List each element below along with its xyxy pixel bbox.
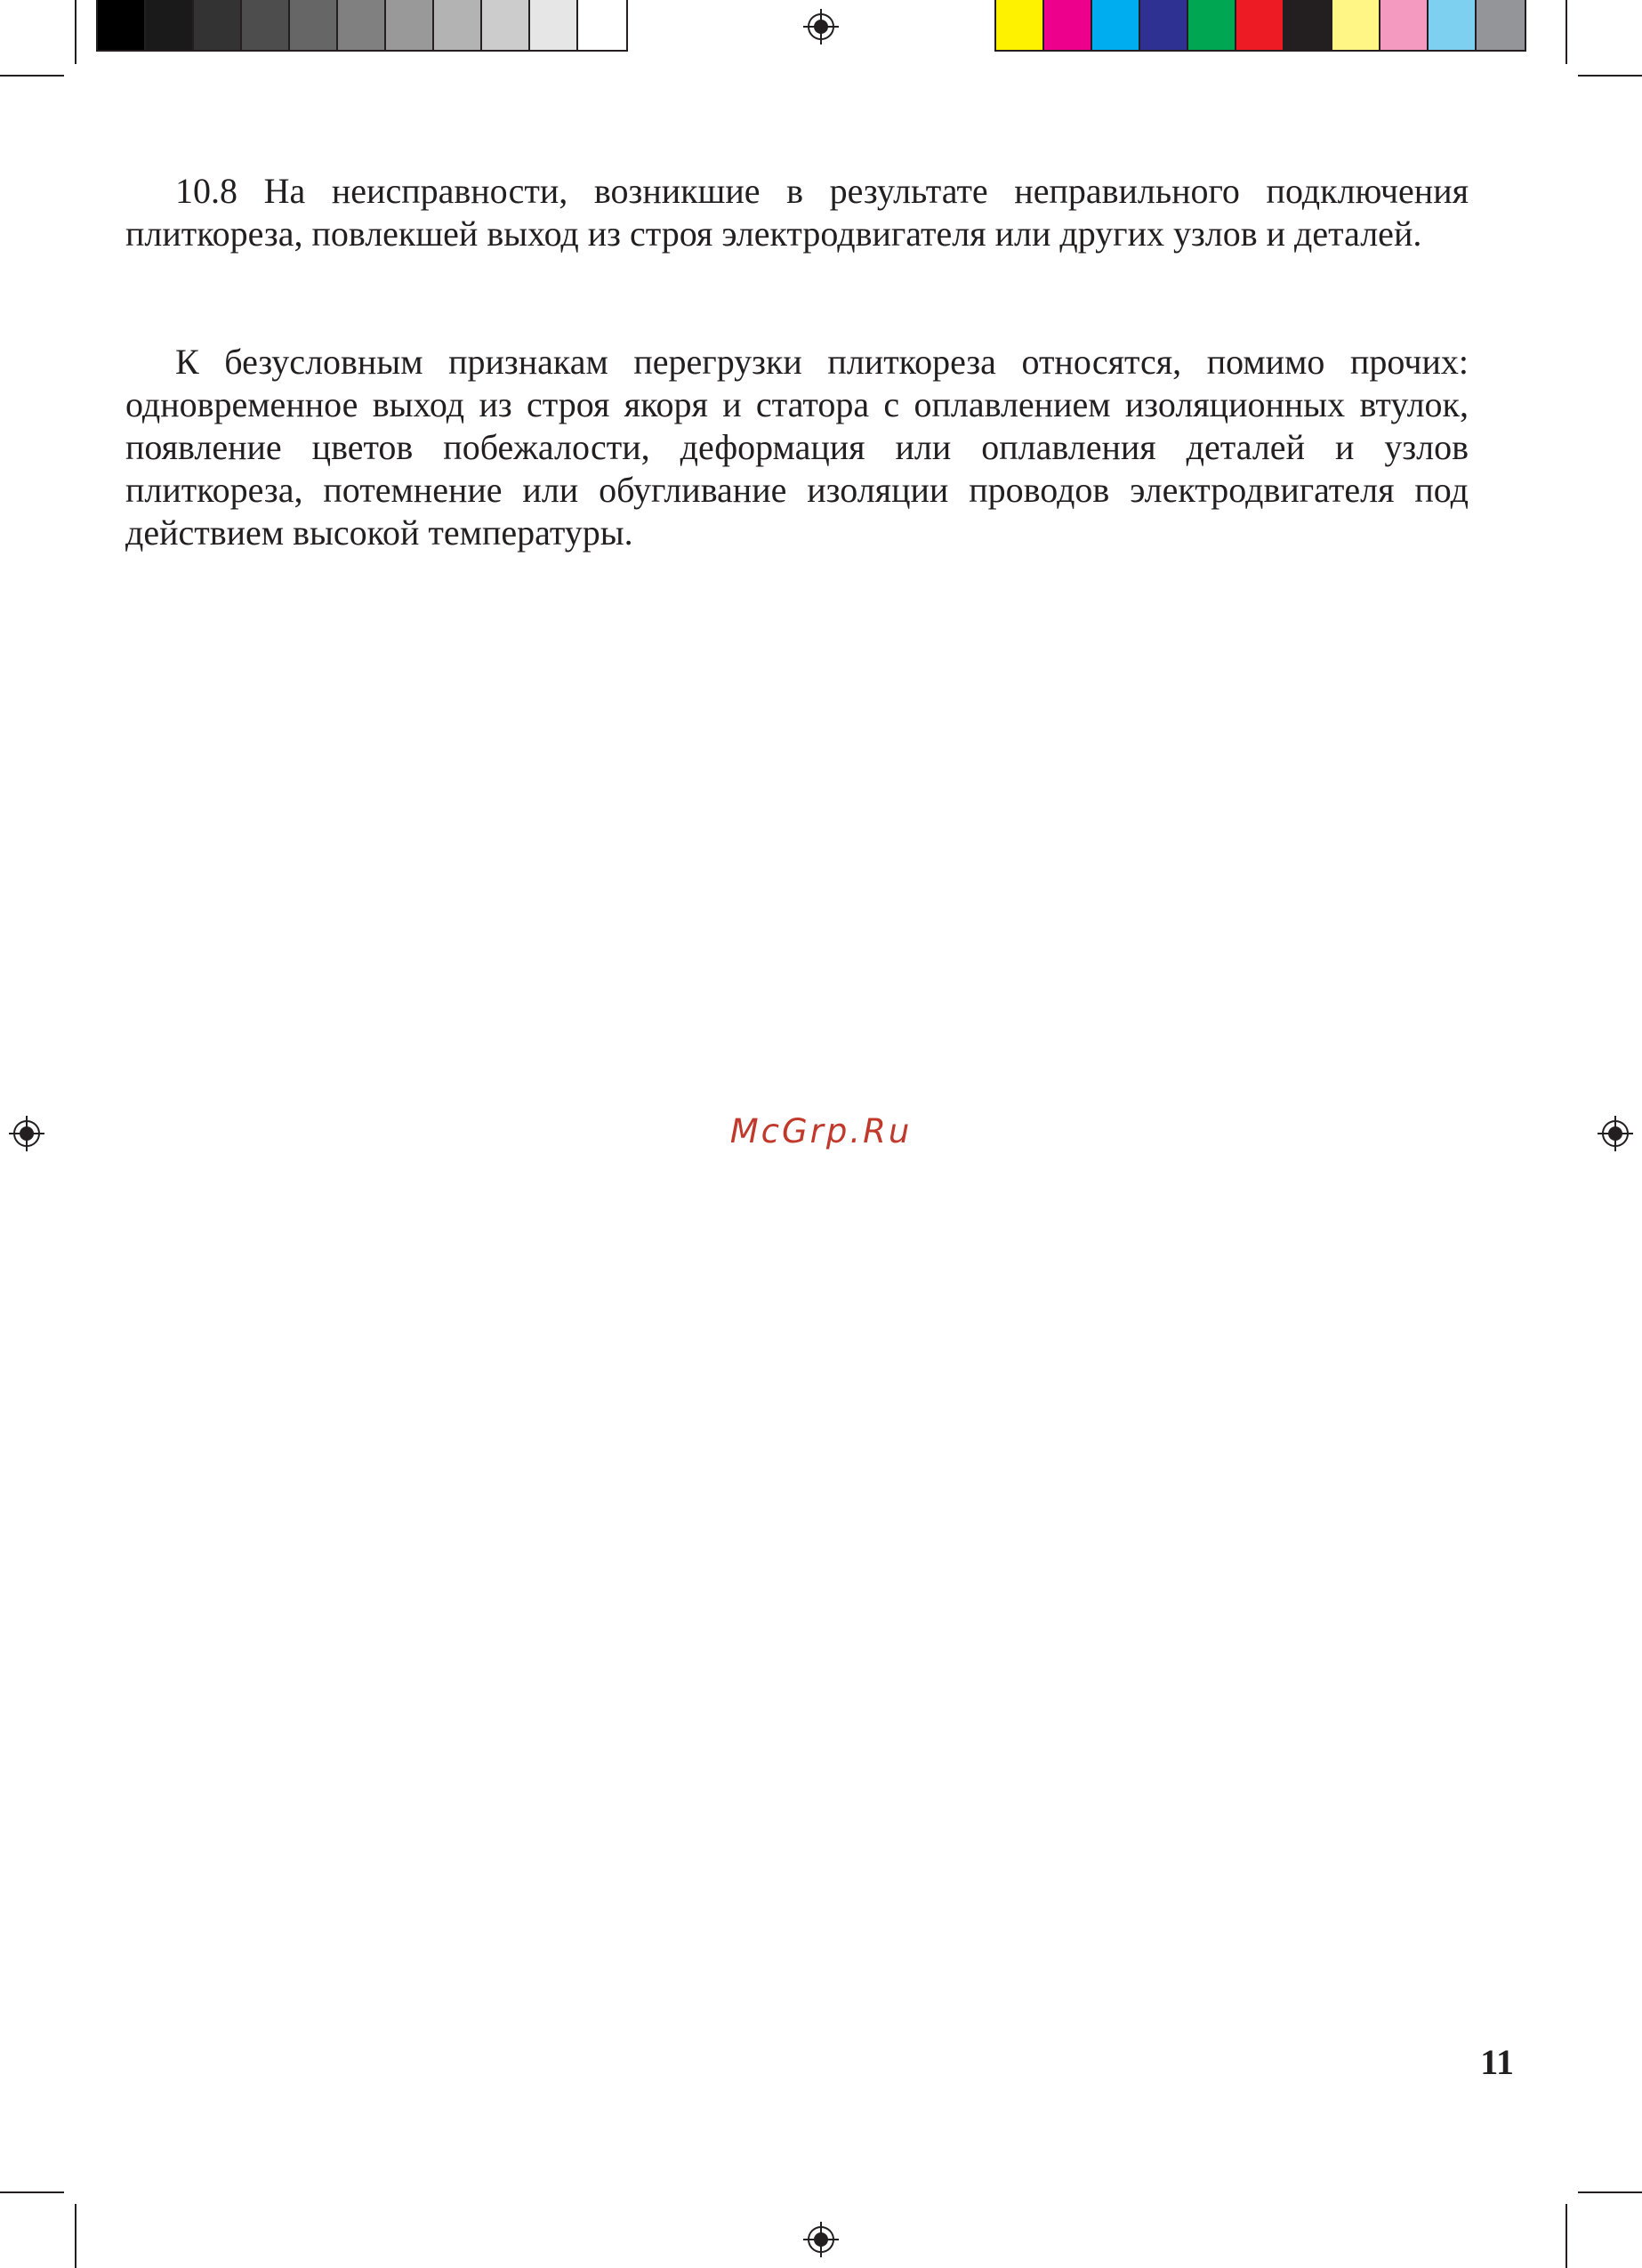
color-swatch — [1429, 0, 1477, 50]
crop-mark-bottom-left-vertical — [75, 2204, 76, 2268]
color-swatch — [1092, 0, 1140, 50]
crop-mark-top-right-horizontal — [1578, 75, 1642, 77]
crop-mark-top-left-horizontal — [0, 75, 64, 77]
paragraph-text: К безусловным признакам перегрузки плиткореза относятся, помимо прочих: одновременное выход из строя якоря и статора с оплавлением изоляционных втулок, появление цветов побежалости, деформация или оплавления деталей и узлов плиткореза, потемнение или обугливание изоляции проводов электродвигателя под действием высокой температуры. — [125, 342, 1469, 553]
crop-mark-top-left-vertical — [75, 0, 76, 64]
crop-mark-top-right-vertical — [1566, 0, 1567, 64]
registration-mark-icon — [803, 9, 839, 44]
grayscale-swatch — [98, 0, 146, 50]
color-swatch — [1188, 0, 1236, 50]
grayscale-calibration-bar — [96, 0, 628, 52]
grayscale-swatch — [242, 0, 290, 50]
color-swatch — [1044, 0, 1092, 50]
color-swatch — [1236, 0, 1284, 50]
grayscale-swatch — [578, 0, 626, 50]
body-paragraph-warranty-exclusion — [125, 170, 1469, 255]
grayscale-swatch — [146, 0, 194, 50]
body-paragraph-overload-signs — [125, 341, 1469, 554]
color-calibration-bar — [994, 0, 1526, 52]
registration-mark-icon — [803, 2222, 839, 2257]
watermark: McGrp.Ru — [729, 1112, 913, 1150]
color-swatch — [1332, 0, 1380, 50]
crop-mark-bottom-right-vertical — [1566, 2204, 1567, 2268]
page-number: 11 — [1480, 2042, 1514, 2082]
grayscale-swatch — [194, 0, 242, 50]
grayscale-swatch — [338, 0, 386, 50]
grayscale-swatch — [290, 0, 338, 50]
color-swatch — [1284, 0, 1332, 50]
crop-mark-bottom-left-horizontal — [0, 2191, 64, 2193]
grayscale-swatch — [482, 0, 530, 50]
grayscale-swatch — [434, 0, 482, 50]
grayscale-swatch — [386, 0, 434, 50]
color-swatch — [1477, 0, 1525, 50]
crop-mark-bottom-right-horizontal — [1578, 2191, 1642, 2193]
color-swatch — [1380, 0, 1429, 50]
paragraph-text: 10.8 На неисправности, возникшие в результате неправильного подключения плиткореза, повлекшей выход из строя электродвигателя или других узлов и деталей. — [125, 171, 1469, 254]
grayscale-swatch — [530, 0, 578, 50]
color-swatch — [1140, 0, 1188, 50]
color-swatch — [996, 0, 1044, 50]
